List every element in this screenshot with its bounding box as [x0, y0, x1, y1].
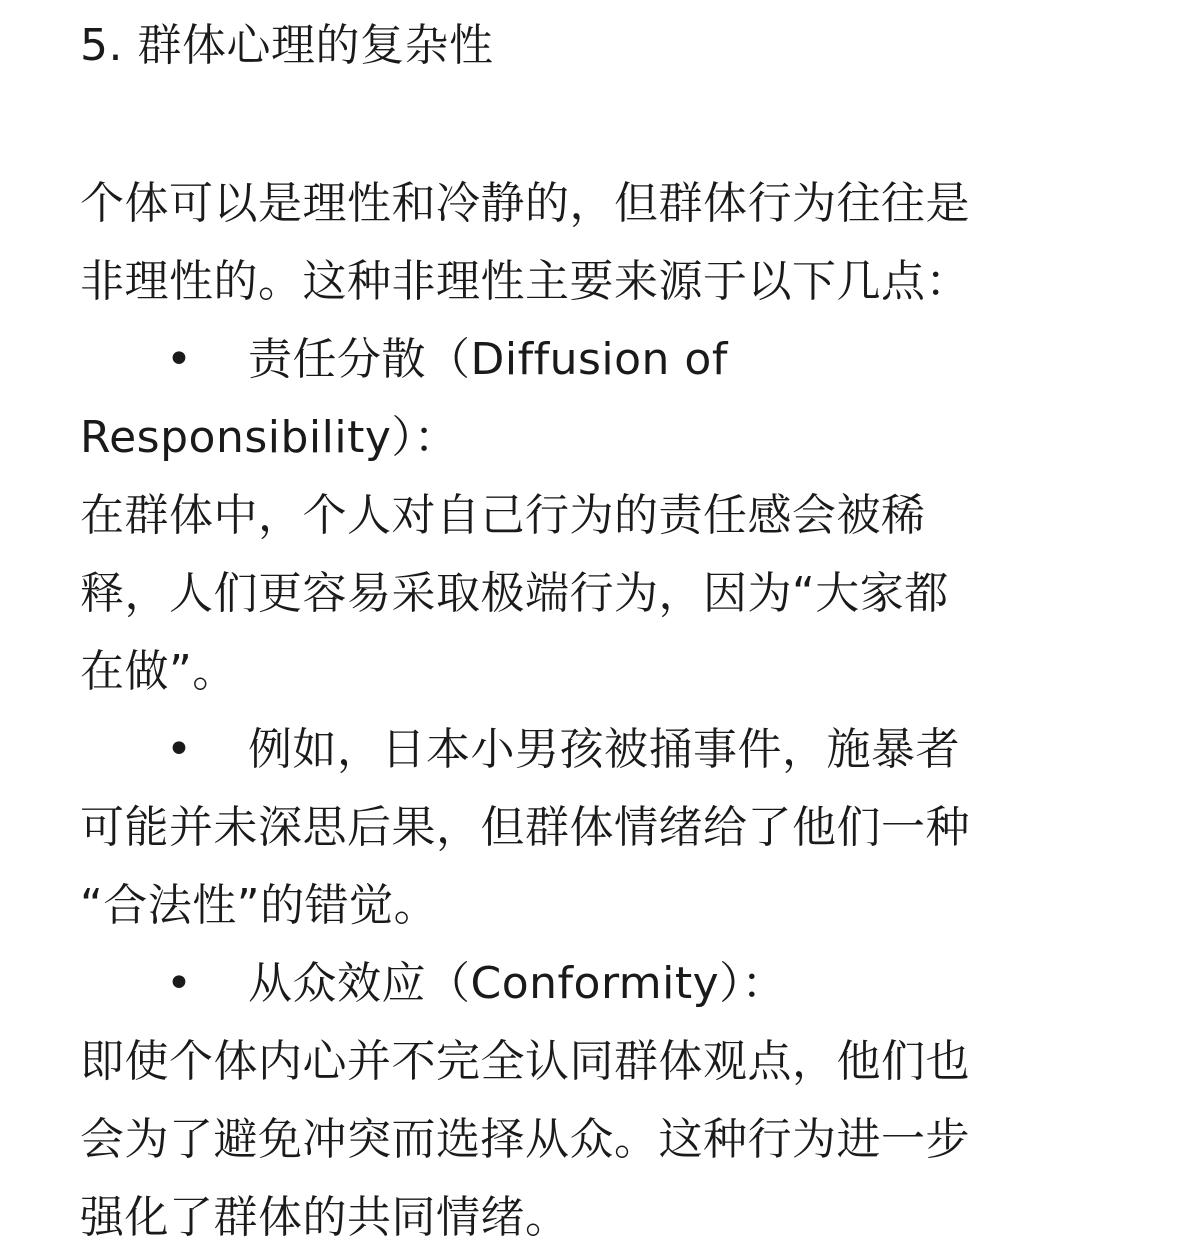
point2-body-line-1: 即使个体内心并不完全认同群体观点，他们也	[80, 1036, 970, 1087]
example-line-1: 例如，日本小男孩被捅事件，施暴者	[248, 724, 960, 775]
point2-body-line-3: 强化了群体的共同情绪。	[80, 1192, 570, 1243]
point1-heading-line-1: 责任分散（Diffusion of	[248, 334, 728, 385]
point2-heading: 从众效应（Conformity）：	[248, 958, 787, 1009]
point1-heading-line-2: Responsibility）：	[80, 412, 459, 463]
intro-line-1: 个体可以是理性和冷静的，但群体行为往往是	[80, 178, 970, 229]
point1-body-line-2: 释，人们更容易采取极端行为，因为“大家都	[80, 568, 949, 619]
example-line-2: 可能并未深思后果，但群体情绪给了他们一种	[80, 802, 970, 853]
point1-body-line-3: 在做”。	[80, 646, 237, 697]
bullet-icon: •	[166, 334, 192, 385]
intro-line-2: 非理性的。这种非理性主要来源于以下几点：	[80, 256, 970, 307]
section-title: 5. 群体心理的复杂性	[80, 20, 494, 71]
point1-body-line-1: 在群体中，个人对自己行为的责任感会被稀	[80, 490, 926, 541]
point2-body-line-2: 会为了避免冲突而选择从众。这种行为进一步	[80, 1114, 970, 1165]
bullet-icon: •	[166, 958, 192, 1009]
example-line-3: “合法性”的错觉。	[80, 880, 439, 931]
bullet-icon: •	[166, 724, 192, 775]
